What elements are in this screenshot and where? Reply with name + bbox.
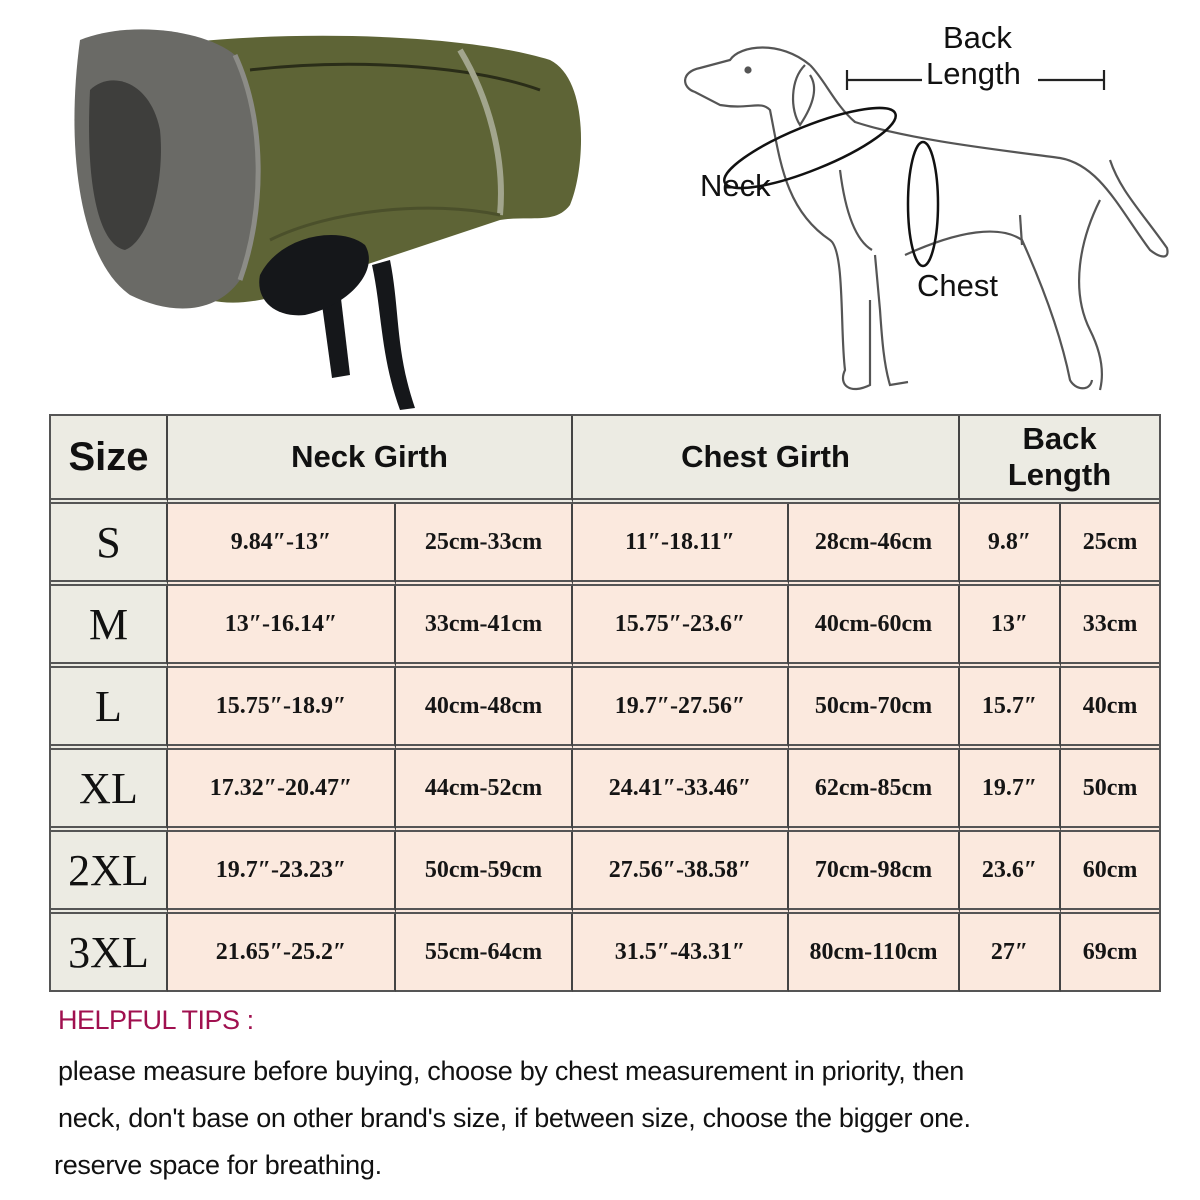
- table-row: [51, 750, 1159, 832]
- back-inch-cell: 19.7″: [960, 750, 1061, 832]
- back-cm-cell: 33cm: [1061, 586, 1159, 668]
- back-inch-cell: 9.8″: [960, 504, 1061, 586]
- table-row: [51, 832, 1159, 914]
- size-cell: L: [51, 668, 168, 750]
- back-inch-cell: 15.7″: [960, 668, 1061, 750]
- chest-inch-cell: 19.7″-27.56″: [573, 668, 789, 750]
- table-row: [51, 914, 1159, 992]
- chest-cm-cell: 80cm-110cm: [789, 914, 960, 992]
- neck-inch-cell: 19.7″-23.23″: [168, 832, 396, 914]
- size-cell: 2XL: [51, 832, 168, 914]
- header-chest-girth: Chest Girth: [573, 416, 960, 504]
- neck-cm-cell: 55cm-64cm: [396, 914, 573, 992]
- helpful-tips: [54, 1005, 1178, 1189]
- size-chart-table: [49, 414, 1161, 992]
- chest-inch-cell: 31.5″-43.31″: [573, 914, 789, 992]
- chest-cm-cell: 62cm-85cm: [789, 750, 960, 832]
- header-neck-girth: Neck Girth: [168, 416, 573, 504]
- header-back-length: [960, 416, 1159, 504]
- size-chart: [49, 414, 1157, 992]
- neck-inch-cell: 15.75″-18.9″: [168, 668, 396, 750]
- size-cell: S: [51, 504, 168, 586]
- tips-title: HELPFUL TIPS :: [58, 1005, 254, 1035]
- neck-cm-cell: 50cm-59cm: [396, 832, 573, 914]
- neck-cm-cell: 33cm-41cm: [396, 586, 573, 668]
- chest-inch-cell: 15.75″-23.6″: [573, 586, 789, 668]
- back-length-label-line1: Back: [943, 20, 1012, 55]
- table-row: [51, 668, 1159, 750]
- tips-line-3: reserve space for breathing.: [54, 1150, 382, 1180]
- back-cm-cell: 69cm: [1061, 914, 1159, 992]
- neck-inch-cell: 17.32″-20.47″: [168, 750, 396, 832]
- back-cm-cell: 25cm: [1061, 504, 1159, 586]
- chest-inch-cell: 11″-18.11″: [573, 504, 789, 586]
- chest-cm-cell: 40cm-60cm: [789, 586, 960, 668]
- chest-cm-cell: 28cm-46cm: [789, 504, 960, 586]
- tips-line-1: please measure before buying, choose by chest measurement in priority, then: [58, 1056, 965, 1086]
- product-image-dog-coat: [50, 10, 610, 410]
- back-cm-cell: 40cm: [1061, 668, 1159, 750]
- header-back-length-line2: Length: [1007, 457, 1112, 492]
- neck-cm-cell: 40cm-48cm: [396, 668, 573, 750]
- size-cell: M: [51, 586, 168, 668]
- tips-line-2: neck, don't base on other brand's size, if between size, choose the bigger one.: [58, 1103, 971, 1133]
- chest-inch-cell: 27.56″-38.58″: [573, 832, 789, 914]
- back-cm-cell: 60cm: [1061, 832, 1159, 914]
- chest-label: Chest: [917, 268, 998, 303]
- neck-inch-cell: 13″-16.14″: [168, 586, 396, 668]
- header-size: Size: [51, 416, 168, 504]
- table-row: [51, 504, 1159, 586]
- neck-inch-cell: 9.84″-13″: [168, 504, 396, 586]
- header-back-length-line1: Back: [1022, 421, 1097, 456]
- neck-cm-cell: 44cm-52cm: [396, 750, 573, 832]
- table-row: [51, 586, 1159, 668]
- neck-cm-cell: 25cm-33cm: [396, 504, 573, 586]
- back-inch-cell: 23.6″: [960, 832, 1061, 914]
- dog-measurement-diagram: [660, 10, 1180, 410]
- chest-inch-cell: 24.41″-33.46″: [573, 750, 789, 832]
- back-length-label-line2: Length: [926, 56, 1021, 91]
- size-cell: XL: [51, 750, 168, 832]
- neck-label: Neck: [700, 168, 771, 203]
- neck-inch-cell: 21.65″-25.2″: [168, 914, 396, 992]
- back-inch-cell: 13″: [960, 586, 1061, 668]
- back-cm-cell: 50cm: [1061, 750, 1159, 832]
- chest-cm-cell: 50cm-70cm: [789, 668, 960, 750]
- table-header-row: [51, 416, 1159, 504]
- size-cell: 3XL: [51, 914, 168, 992]
- back-inch-cell: 27″: [960, 914, 1061, 992]
- chest-cm-cell: 70cm-98cm: [789, 832, 960, 914]
